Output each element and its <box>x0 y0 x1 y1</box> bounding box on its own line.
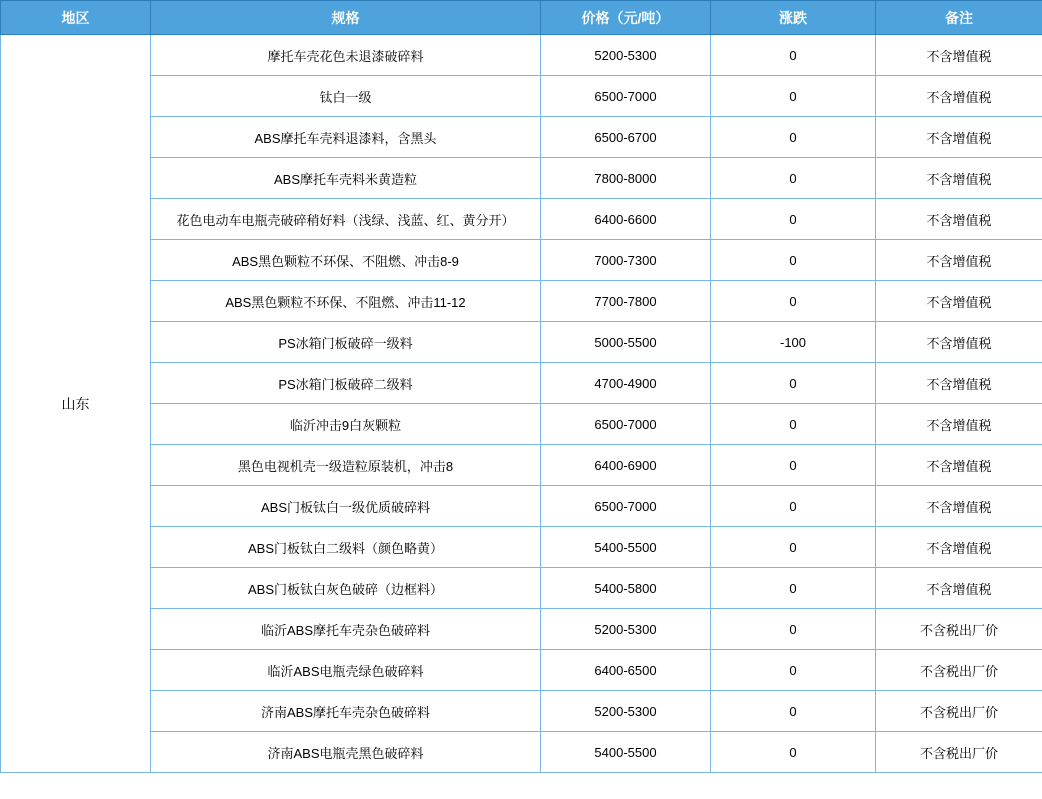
price-cell: 6500-6700 <box>541 117 711 158</box>
table-header <box>1 1 1042 35</box>
spec-cell: 钛白一级 <box>151 76 541 117</box>
spec-cell: 临沂ABS摩托车壳杂色破碎料 <box>151 609 541 650</box>
spec-cell: 摩托车壳花色未退漆破碎料 <box>151 35 541 76</box>
table-row <box>1 158 1042 199</box>
price-cell: 6500-7000 <box>541 404 711 445</box>
column-header-note: 备注 <box>876 1 1042 35</box>
price-cell: 7700-7800 <box>541 281 711 322</box>
note-cell: 不含税出厂价 <box>876 650 1042 691</box>
table-row <box>1 35 1042 76</box>
table-row <box>1 568 1042 609</box>
change-cell: 0 <box>711 404 876 445</box>
change-cell: 0 <box>711 445 876 486</box>
note-cell: 不含税出厂价 <box>876 691 1042 732</box>
spec-cell: ABS摩托车壳料退漆料，含黑头 <box>151 117 541 158</box>
table-row <box>1 609 1042 650</box>
table-row <box>1 732 1042 773</box>
table-row <box>1 691 1042 732</box>
table-row <box>1 445 1042 486</box>
price-cell: 5200-5300 <box>541 609 711 650</box>
table-header-row <box>1 1 1042 35</box>
table-row <box>1 486 1042 527</box>
column-header-change: 涨跌 <box>711 1 876 35</box>
spec-cell: PS冰箱门板破碎二级料 <box>151 363 541 404</box>
table-row <box>1 281 1042 322</box>
table-row <box>1 650 1042 691</box>
change-cell: 0 <box>711 691 876 732</box>
change-cell: 0 <box>711 732 876 773</box>
spec-cell: ABS门板钛白一级优质破碎料 <box>151 486 541 527</box>
note-cell: 不含增值税 <box>876 527 1042 568</box>
spec-cell: ABS门板钛白灰色破碎（边框料） <box>151 568 541 609</box>
note-cell: 不含税出厂价 <box>876 609 1042 650</box>
price-cell: 5200-5300 <box>541 35 711 76</box>
column-header-price: 价格（元/吨） <box>541 1 711 35</box>
price-cell: 7000-7300 <box>541 240 711 281</box>
table-row <box>1 404 1042 445</box>
change-cell: 0 <box>711 609 876 650</box>
price-cell: 6500-7000 <box>541 76 711 117</box>
spec-cell: 临沂冲击9白灰颗粒 <box>151 404 541 445</box>
spec-cell: 济南ABS摩托车壳杂色破碎料 <box>151 691 541 732</box>
note-cell: 不含增值税 <box>876 363 1042 404</box>
spec-cell: PS冰箱门板破碎一级料 <box>151 322 541 363</box>
change-cell: 0 <box>711 486 876 527</box>
table-row <box>1 76 1042 117</box>
column-header-region: 地区 <box>1 1 151 35</box>
change-cell: 0 <box>711 363 876 404</box>
change-cell: 0 <box>711 158 876 199</box>
table-row <box>1 117 1042 158</box>
price-cell: 5200-5300 <box>541 691 711 732</box>
change-cell: 0 <box>711 35 876 76</box>
price-cell: 5400-5800 <box>541 568 711 609</box>
note-cell: 不含增值税 <box>876 322 1042 363</box>
spec-cell: ABS摩托车壳料米黄造粒 <box>151 158 541 199</box>
table-row <box>1 199 1042 240</box>
price-cell: 5400-5500 <box>541 527 711 568</box>
change-cell: 0 <box>711 240 876 281</box>
price-cell: 5000-5500 <box>541 322 711 363</box>
price-cell: 6400-6900 <box>541 445 711 486</box>
spec-cell: 济南ABS电瓶壳黑色破碎料 <box>151 732 541 773</box>
spec-cell: 花色电动车电瓶壳破碎稍好料（浅绿、浅蓝、红、黄分开） <box>151 199 541 240</box>
change-cell: -100 <box>711 322 876 363</box>
table-row <box>1 240 1042 281</box>
note-cell: 不含增值税 <box>876 404 1042 445</box>
table-row <box>1 527 1042 568</box>
change-cell: 0 <box>711 117 876 158</box>
spec-cell: ABS黑色颗粒不环保、不阻燃、冲击11-12 <box>151 281 541 322</box>
column-header-spec: 规格 <box>151 1 541 35</box>
region-cell: 山东 <box>1 35 151 773</box>
spec-cell: ABS黑色颗粒不环保、不阻燃、冲击8-9 <box>151 240 541 281</box>
change-cell: 0 <box>711 199 876 240</box>
price-cell: 6400-6500 <box>541 650 711 691</box>
price-cell: 6500-7000 <box>541 486 711 527</box>
note-cell: 不含增值税 <box>876 117 1042 158</box>
spec-cell: ABS门板钛白二级料（颜色略黄） <box>151 527 541 568</box>
note-cell: 不含增值税 <box>876 76 1042 117</box>
note-cell: 不含增值税 <box>876 240 1042 281</box>
change-cell: 0 <box>711 568 876 609</box>
note-cell: 不含增值税 <box>876 35 1042 76</box>
note-cell: 不含税出厂价 <box>876 732 1042 773</box>
note-cell: 不含增值税 <box>876 486 1042 527</box>
note-cell: 不含增值税 <box>876 281 1042 322</box>
spec-cell: 黑色电视机壳一级造粒原装机，冲击8 <box>151 445 541 486</box>
price-cell: 7800-8000 <box>541 158 711 199</box>
note-cell: 不含增值税 <box>876 445 1042 486</box>
price-cell: 5400-5500 <box>541 732 711 773</box>
price-cell: 4700-4900 <box>541 363 711 404</box>
change-cell: 0 <box>711 76 876 117</box>
change-cell: 0 <box>711 281 876 322</box>
spec-cell: 临沂ABS电瓶壳绿色破碎料 <box>151 650 541 691</box>
table-body <box>1 35 1042 773</box>
change-cell: 0 <box>711 650 876 691</box>
note-cell: 不含增值税 <box>876 199 1042 240</box>
note-cell: 不含增值税 <box>876 568 1042 609</box>
table-row <box>1 363 1042 404</box>
table-row <box>1 322 1042 363</box>
note-cell: 不含增值税 <box>876 158 1042 199</box>
change-cell: 0 <box>711 527 876 568</box>
price-cell: 6400-6600 <box>541 199 711 240</box>
